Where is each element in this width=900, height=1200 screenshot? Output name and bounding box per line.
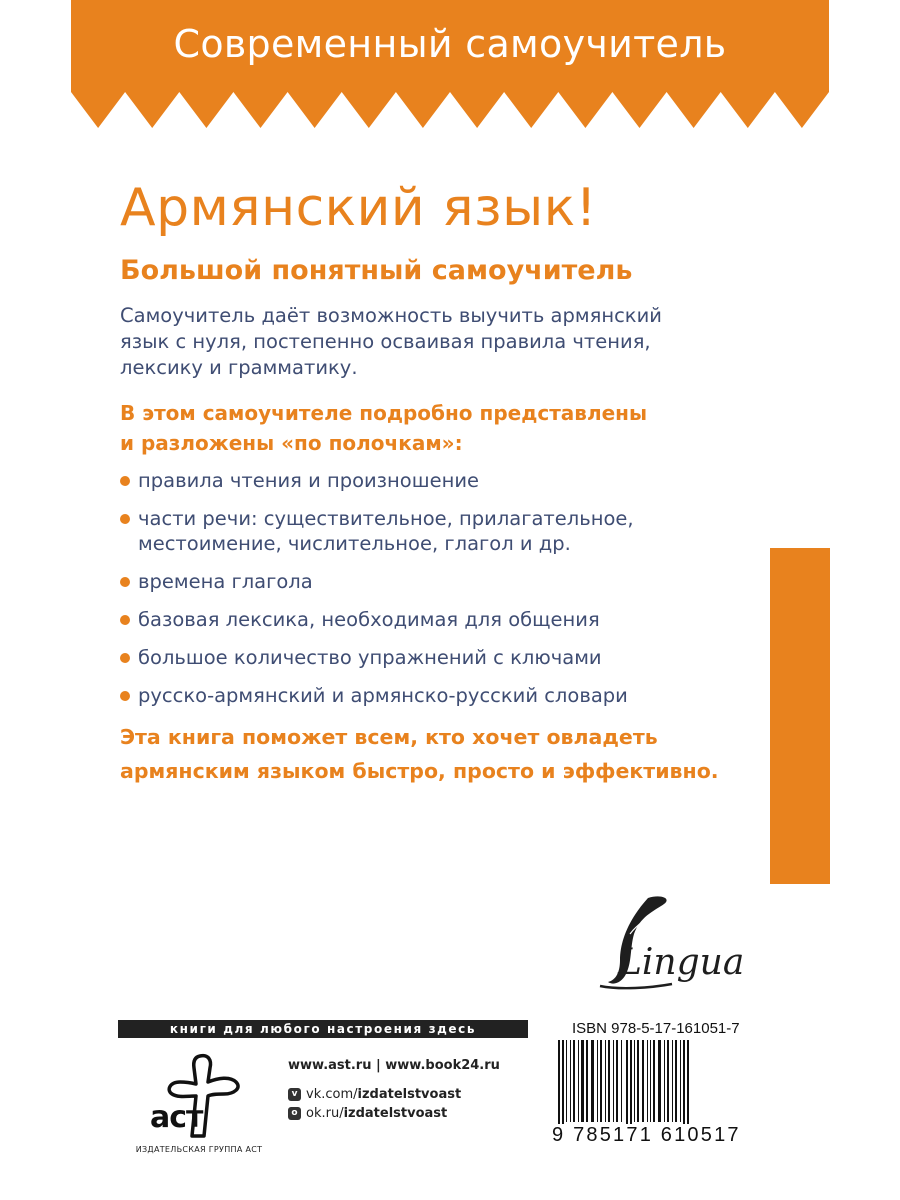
barcode-bar <box>573 1040 575 1122</box>
barcode-bar <box>613 1040 614 1122</box>
social-link-vk[interactable] <box>288 1087 461 1102</box>
barcode-bar <box>672 1040 673 1122</box>
barcode-digits: 9 785171 610517 <box>552 1124 752 1147</box>
lingua-logo <box>590 890 760 1000</box>
series-banner <box>71 0 829 128</box>
bullet-dot-icon <box>120 653 130 663</box>
feature-item <box>120 569 634 594</box>
ast-wordmark: аст <box>150 1100 203 1135</box>
barcode-bar <box>591 1040 594 1122</box>
feature-list <box>120 468 634 721</box>
barcode-bar <box>600 1040 602 1122</box>
feature-item <box>120 607 634 632</box>
feature-text: времена глагола <box>138 570 313 593</box>
bullet-dot-icon <box>120 691 130 701</box>
feature-text: части речи: существительное, прилагательное, <box>138 507 634 530</box>
barcode-bar <box>637 1040 639 1122</box>
barcode-bar <box>642 1040 644 1122</box>
barcode-bar <box>634 1040 635 1122</box>
lead-paragraph <box>120 398 647 458</box>
bullet-dot-icon <box>120 514 130 524</box>
barcode-bar <box>558 1040 560 1130</box>
feature-text: правила чтения и произношение <box>138 469 479 492</box>
series-title: Современный самоучитель <box>173 22 727 66</box>
barcode-bar <box>621 1040 622 1122</box>
barcode-bar <box>570 1040 571 1122</box>
bullet-dot-icon <box>120 476 130 486</box>
lead-line: В этом самоучителе подробно представлены <box>120 401 648 425</box>
barcode-bar <box>605 1040 606 1122</box>
intro-line: язык с нуля, постепенно осваивая правила чтения, <box>120 330 651 353</box>
barcode-bar <box>597 1040 598 1122</box>
book-subtitle: Большой понятный самоучитель <box>120 255 633 286</box>
barcode-bar <box>667 1040 669 1122</box>
intro-line: лексику и грамматику. <box>120 356 358 379</box>
intro-paragraph <box>120 303 740 381</box>
barcode-bar <box>687 1040 689 1130</box>
barcode-bar <box>581 1040 584 1122</box>
closing-line: Эта книга поможет всем, кто хочет овладеть <box>120 725 658 749</box>
feature-text: местоимение, числительное, глагол и др. <box>138 532 571 555</box>
barcode-bar <box>650 1040 651 1122</box>
barcode-bar <box>586 1040 588 1122</box>
tagline-strip: книги для любого настроения здесь <box>118 1020 528 1038</box>
feature-item <box>120 645 634 670</box>
feature-text: большое количество упражнений с ключами <box>138 646 602 669</box>
feature-item <box>120 506 634 556</box>
bullet-dot-icon <box>120 615 130 625</box>
barcode-bar <box>653 1040 655 1122</box>
bullet-dot-icon <box>120 577 130 587</box>
barcode-bar <box>616 1040 618 1122</box>
book-title: Армянский язык! <box>120 178 597 238</box>
feature-item <box>120 683 634 708</box>
feature-text: базовая лексика, необходимая для общения <box>138 608 600 631</box>
barcode-bar <box>675 1040 677 1122</box>
publisher-name: ИЗДАТЕЛЬСКАЯ ГРУППА АСТ <box>135 1145 263 1154</box>
closing-paragraph <box>120 720 719 788</box>
social-link-ok[interactable] <box>288 1106 447 1121</box>
barcode-bar <box>664 1040 665 1122</box>
ok-icon: o <box>288 1107 301 1120</box>
barcode-bar <box>566 1040 567 1122</box>
intro-line: Самоучитель даёт возможность выучить армянский <box>120 304 662 327</box>
vk-icon: v <box>288 1088 301 1101</box>
barcode-bar <box>680 1040 681 1122</box>
barcode-bar <box>683 1040 685 1130</box>
social-prefix: ok.ru/ <box>306 1106 344 1121</box>
barcode-bar <box>578 1040 579 1122</box>
social-handle: izdatelstvoast <box>357 1087 462 1102</box>
barcode-bar <box>608 1040 610 1122</box>
lingua-wordmark: Lingua <box>618 942 745 983</box>
lead-line: и разложены «по полочкам»: <box>120 431 463 455</box>
website-links[interactable]: www.ast.ru | www.book24.ru <box>288 1058 500 1073</box>
barcode-bar <box>562 1040 564 1130</box>
social-handle: izdatelstvoast <box>343 1106 448 1121</box>
isbn-number: ISBN 978-5-17-161051-7 <box>572 1020 740 1037</box>
barcode-bar <box>630 1040 632 1130</box>
barcode-bar <box>647 1040 648 1122</box>
barcode-bar <box>658 1040 661 1122</box>
feature-text: русско-армянский и армянско-русский словари <box>138 684 628 707</box>
feature-item <box>120 468 634 493</box>
barcode-bar <box>626 1040 628 1130</box>
social-prefix: vk.com/ <box>306 1087 358 1102</box>
barcode-graphic <box>552 1040 752 1130</box>
closing-line: армянским языком быстро, просто и эффективно. <box>120 759 719 783</box>
side-accent-bar <box>770 548 830 884</box>
